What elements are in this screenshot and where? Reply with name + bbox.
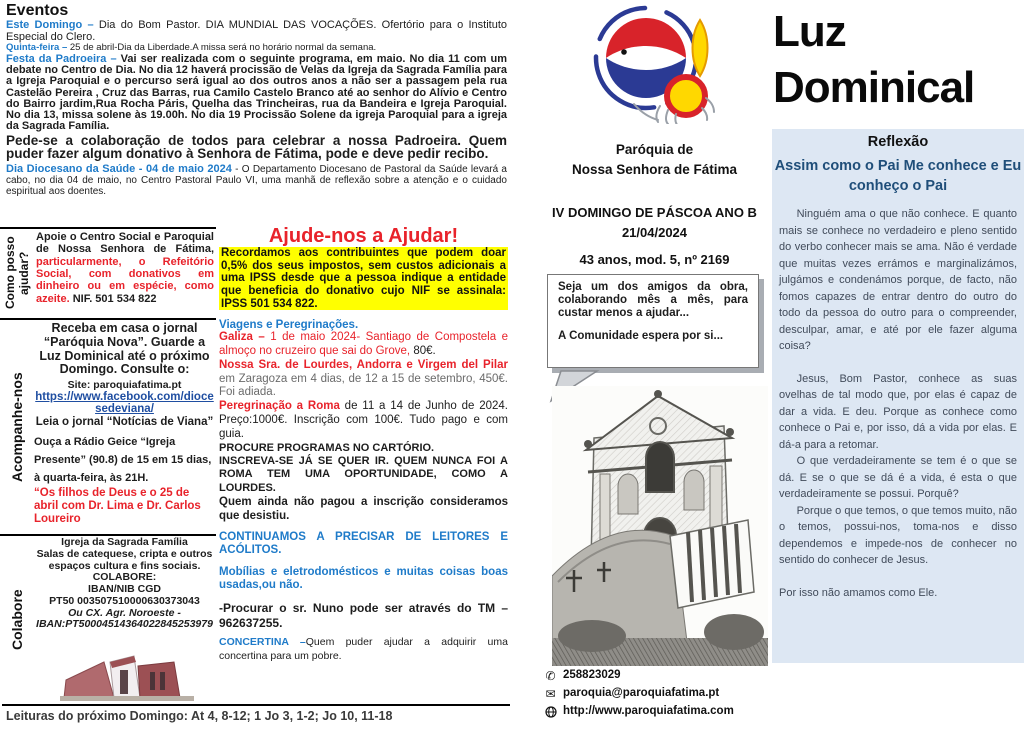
sidebar-label-acompanhe-nos: Acompanhe-nos — [9, 372, 25, 482]
event-saude-text: - O Departamento Diocesano de Pastoral da Saúde levará a cabo, no dia 04 de maio, no Centro Pastoral Paulo VI, uma manhã de reflexão sobre a atenção e o cuidado espiritual aos doentes. — [6, 163, 507, 197]
receba-jornal-text: Receba em casa o jornal “Paróquia Nova”. Guarde a Luz Dominical até o próximo Domingo. Consulte o: — [39, 321, 210, 377]
contact-info — [544, 667, 779, 720]
radio-program-text: “Os filhos de Deus e o 25 de abril com Dr. Lima e Dr. Carlos Loureiro — [34, 487, 201, 525]
sunday-title — [532, 203, 777, 242]
radio-text: Ouça a Rádio Geice “Igreja Presente” (90.8) de 15 em 15 dias, à quarta-feira, às 21H. — [34, 435, 212, 485]
masthead-line2: Dominical — [773, 63, 975, 112]
event-sunday — [6, 20, 507, 43]
event-padroeira-text: Vai ser realizada com o seguinte programa, em maio. No dia 11 com um debate no Centro de Dia. No dia 12 haverá procissão de Velas da Igreja da Sagrada Família para a Igreja Paroquial e o percurso será igual ao dos outros anos a não ser a passagem pela rua Castelão Pereira , Cruz das Barras, rua Camilo Castelo Branco até ao senhor do Alívio e Centro do Bairro jardim,Rua Rocha Páris, Quelha das Trincheiras, rua da Bandeira e Igreja Paroquial. No dia 13, missa solene às 19.00h. No dia 19 Procissão Solene da igreja Paroquial para a igreja da Sagrada Família. — [6, 53, 508, 133]
church-sketch-image — [552, 386, 768, 666]
colabore-line3: COLABORE: — [92, 571, 157, 584]
support-appeal-black: Apoie o Centro Social e Paroquial de Nossa Senhora de Fátima, — [36, 231, 214, 256]
leia-jornal-text: Leia o jornal “Notícias de Viana” — [35, 416, 214, 429]
trip-galiza — [219, 331, 508, 359]
sunday-title-line2: 21/04/2024 — [621, 224, 688, 240]
reflection-paragraph: O que verdadeiramente se tem é o que se dá. E se o que se dá é a vida, é esta o que verdadeiramente se possui. Porquê? — [779, 455, 1017, 501]
event-padroeira — [6, 54, 507, 133]
event-sunday-lead: Este Domingo – — [6, 19, 94, 31]
reflection-paragraph: Jesus, Bom Pastor, conhece as suas ovelhas de tal modo que, por elas é capaz de dar a vida. E deu. Porque as conhece como conhece o Pai e, por isso, dá a vida por elas. E dá-a para a retomar. — [779, 372, 1017, 451]
email-address[interactable]: paroquia@paroquiafatima.pt — [563, 687, 720, 700]
site-text: Site: paroquiafatima.pt — [67, 379, 182, 391]
reflection-body — [772, 196, 1024, 601]
colabore-line4: IBAN/NIB CGD — [88, 583, 161, 595]
email-icon: ✉ — [545, 687, 556, 701]
sidebar-label-como-posso-ajudar: Como posso ajudar? — [3, 236, 31, 310]
masthead-line1: Luz — [773, 7, 846, 56]
contact-email-row — [544, 685, 779, 703]
reflection-paragraph: Ninguém ama o que não conhece. E quanto mais se conhece no verdadeiro e pleno sentido do verbo conhecer mais se ama. Não é verdade que muitas vezes errámos e marginalizámos, julgámos e condenámos porque, de facto, não fomos capazes de entrar dentro do outro do todo da pessoa do outro para o compreender, desculpar, amar, e até por ele fazer alguma coisa? — [779, 208, 1017, 353]
trip-roma — [219, 400, 508, 441]
colabore-line1: Igreja da Sagrada Família — [61, 536, 188, 548]
trip-lourdes — [219, 359, 508, 400]
parish-name-line1: Paróquia de — [615, 142, 694, 157]
event-saude-lead: Dia Diocesano da Saúde - 04 de maio 2024 — [6, 162, 232, 175]
event-thursday-text: 25 de abril-Dia da Liberdade.A missa será no horário normal da semana. — [67, 42, 377, 54]
colabore-iban-noroeste: IBAN:PT50004514364022845253979 — [36, 618, 213, 631]
trip-galiza-price: 80€. — [410, 345, 436, 357]
help-column — [219, 226, 508, 705]
facebook-link[interactable]: https://www.facebook.com/diocesedeviana/ — [35, 391, 214, 416]
contact-phone-row — [544, 667, 779, 685]
next-sunday-readings: Leituras do próximo Domingo: At 4, 8-12; 1 Jo 3, 1-2; Jo 10, 11-18 — [6, 709, 393, 723]
divider-line — [0, 227, 216, 229]
help-title: Ajude-nos a Ajudar! — [268, 226, 459, 247]
trip-lourdes-lead: Nossa Sra. de Lourdes, Andorra e Virgem del Pilar — [219, 358, 508, 371]
event-pedese: Pede-se a colaboração de todos para celebrar a nossa Padroeira. Quem puder fazer algum donativo à Senhora de Fátima, pode e deve pedir recibo. — [6, 132, 507, 162]
notice-concertina-text: Quem puder ajudar a adquirir uma concertina para um pobre. — [219, 636, 508, 663]
notice-leitores: CONTINUAMOS A PRECISAR DE LEITORES E ACÓLITOS. — [219, 531, 508, 557]
notice-concertina — [219, 635, 508, 663]
trip-lourdes-detail: em Zaragoza em 4 dias, de 12 a 15 de setembro, 450€. Foi adiada. — [219, 372, 508, 399]
edition-info: 43 anos, mod. 5, nº 2169 — [579, 252, 730, 267]
support-appeal-red: particularmente, o Refeitório Social, com donativos em dinheiro ou em espécie, como azeite. — [36, 255, 214, 305]
event-thursday-lead: Quinta-feira – — [6, 42, 68, 54]
support-nif: NIF. 501 534 822 — [72, 292, 157, 305]
contact-web-row — [544, 703, 779, 720]
sunday-title-line1: IV DOMINGO DE PÁSCOA ANO B — [552, 205, 757, 220]
church-photo-image — [60, 650, 194, 702]
event-padroeira-lead: Festa da Padroeira – — [6, 53, 117, 66]
phone-number: 258823029 — [563, 669, 621, 682]
divider-line — [0, 318, 216, 320]
bubble-text-1: Seja um dos amigos da obra, colaborando mês a mês, para custar menos a ajudar... — [558, 281, 748, 319]
globe-icon — [544, 706, 557, 718]
notice-inscreva: INSCREVA-SE JÁ SE QUER IR. QUEM NUNCA FOI A ROMA TEM UMA OPORTUNIDADE, COMO A LOURDES. — [219, 454, 508, 494]
community-callout-bubble — [547, 274, 759, 368]
follow-us-section — [34, 322, 215, 526]
events-section — [6, 3, 507, 197]
support-appeal-text — [36, 231, 214, 305]
phone-icon: ✆ — [545, 669, 556, 683]
trips-title: Viagens e Peregrinações. — [219, 319, 359, 332]
bubble-text-2: A Comunidade espera por si... — [558, 329, 724, 342]
website-url[interactable]: http://www.paroquiafatima.com — [563, 705, 734, 717]
notice-desistiu: Quem ainda não pagou a inscrição consideramos que desistiu. — [219, 496, 508, 523]
event-saude — [6, 163, 507, 197]
trip-galiza-detail: 1 de maio 2024- Santiago de Compostela e almoço no cruzeiro que sai do Grove, — [219, 331, 508, 357]
trip-galiza-lead: Galiza – — [219, 331, 265, 344]
reflection-subtitle: Assim como o Pai Me conhece e Eu conheço o Pai — [774, 158, 1022, 194]
notice-concertina-lead: CONCERTINA – — [219, 636, 306, 649]
notice-mobilias: Mobílias e eletrodomésticos e muitas coisas boas usadas,ou não. — [219, 565, 508, 591]
parish-name-line2: Nossa Senhora de Fátima — [571, 162, 738, 178]
reflection-paragraph: Por isso não amamos como Ele. — [779, 586, 938, 599]
parish-name — [532, 140, 777, 181]
events-title: Eventos — [6, 2, 69, 19]
colabore-iban-cgd: PT50 003507510000630373043 — [49, 594, 200, 607]
masthead-title — [773, 4, 1021, 116]
colabore-cx-agr: Ou CX. Agr. Noroeste - — [68, 606, 181, 619]
sidebar-label-colabore: Colabore — [9, 589, 25, 651]
reflection-panel — [772, 129, 1024, 663]
reflection-paragraph: Porque o que temos, o que temos muito, não o temos, possui-nos, toma-nos e disso dependemos e impede-nos de conhecer no sentido do conhecer de Jesus. — [779, 504, 1017, 567]
notice-procure: PROCURE PROGRAMAS NO CARTÓRIO. — [219, 441, 435, 454]
notice-nuno: -Procurar o sr. Nuno pode ser através do TM – 962637255. — [219, 601, 508, 631]
trip-roma-lead: Peregrinação a Roma — [219, 400, 340, 413]
tax-donation-highlight: Recordamos aos contribuintes que podem doar 0,5% dos seus impostos, sem custos adicionais a uma IPSS desde que a pessoa indique a entidade que beneficia do donativo cujo NIF se assinala: IPSS 501 534 822. — [221, 247, 506, 310]
trip-roma-detail: de 11 a 14 de Junho de 2024. Preço:1000€. Inscrição com 100€. Tudo pago e com guia. — [219, 400, 508, 440]
collaborate-section — [34, 537, 215, 631]
parish-logo-image — [582, 2, 732, 124]
reflection-title: Reflexão — [867, 134, 929, 150]
event-sunday-text: Dia do Bom Pastor. DIA MUNDIAL DAS VOCAÇÕES. Ofertório para o Instituto Especial do Clero. — [6, 19, 508, 43]
colabore-line2: Salas de catequese, cripta e outros espaços cultura e fins sociais. — [36, 547, 213, 572]
